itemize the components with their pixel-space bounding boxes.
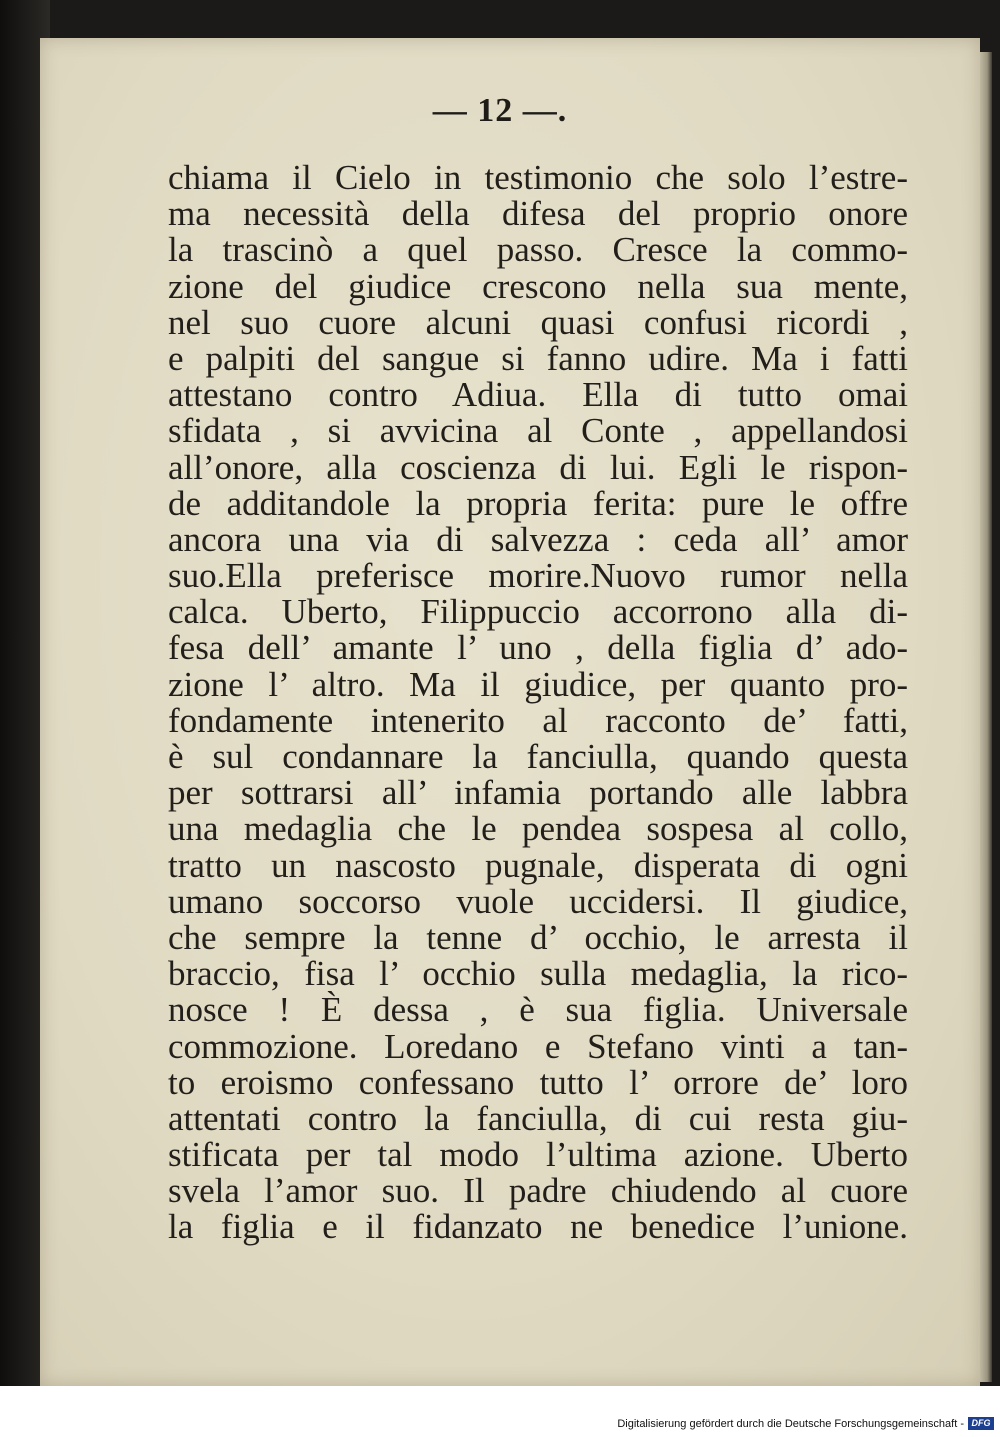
text-line: all’onore, alla coscienza di lui. Egli le rispon-: [168, 447, 908, 487]
text-line: è sul condannare la fanciulla, quando questa: [168, 737, 908, 776]
text-line: stificata per tal modo l’ultima azione. Uberto: [168, 1135, 908, 1175]
text-line: fondamente intenerito al racconto de’ fatti,: [168, 700, 908, 740]
text-line: calca. Uberto, Filippuccio accorrono alla di-: [168, 592, 908, 632]
dfg-logo: DFG: [968, 1417, 994, 1430]
text-line: commozione. Loredano e Stefano vinti a tan-: [168, 1026, 908, 1066]
text-line: nel suo cuore alcuni quasi confusi ricordi ,: [168, 302, 908, 342]
text-line: ancora una via di salvezza : ceda all’ amor: [168, 519, 908, 559]
text-line: de additandole la propria ferita: pure le offre: [168, 483, 908, 523]
text-line: braccio, fisa l’ occhio sulla medaglia, la rico-: [168, 954, 908, 994]
text-line: to eroismo confessano tutto l’ orrore de’ loro: [168, 1062, 908, 1102]
text-line: la figlia e il fidanzato ne benedice l’unione.: [168, 1207, 908, 1247]
text-line: umano soccorso vuole uccidersi. Il giudice,: [168, 881, 908, 921]
body-text: [168, 160, 908, 1246]
text-line: e palpiti del sangue si fanno udire. Ma i fatti: [168, 338, 908, 378]
digitization-footer: [0, 1386, 1000, 1437]
text-line: attentati contro la fanciulla, di cui resta giu-: [168, 1098, 908, 1138]
footer-credit: Digitalisierung gefördert durch die Deutsche Forschungsgemeinschaft -: [617, 1418, 964, 1430]
text-line: una medaglia che le pendea sospesa al collo,: [168, 809, 908, 849]
text-line: zione del giudice crescono nella sua mente,: [168, 266, 908, 306]
text-line: tratto un nascosto pugnale, disperata di ogni: [168, 845, 908, 885]
text-line: per sottrarsi all’ infamia portando alle labbra: [168, 773, 908, 813]
text-line: attestano contro Adiua. Ella di tutto omai: [168, 375, 908, 415]
text-line: svela l’amor suo. Il padre chiudendo al cuore: [168, 1171, 908, 1211]
text-line: zione l’ altro. Ma il giudice, per quanto pro-: [168, 664, 908, 704]
text-line: fesa dell’ amante l’ uno , della figlia d’ ado-: [168, 628, 908, 668]
text-line: chiama il Cielo in testimonio che solo l’estre-: [168, 158, 908, 197]
page-number: — 12 —.: [432, 92, 568, 129]
text-line: la trascinò a quel passo. Cresce la commo-: [168, 230, 908, 270]
text-line: suo.Ella preferisce morire.Nuovo rumor nella: [168, 556, 908, 596]
text-line: sfidata , si avvicina al Conte , appellandosi: [168, 411, 908, 451]
text-line: nosce ! È dessa , è sua figlia. Universale: [168, 990, 908, 1030]
text-line: ma necessità della difesa del proprio onore: [168, 194, 908, 234]
text-line: che sempre la tenne d’ occhio, le arresta il: [168, 917, 908, 957]
